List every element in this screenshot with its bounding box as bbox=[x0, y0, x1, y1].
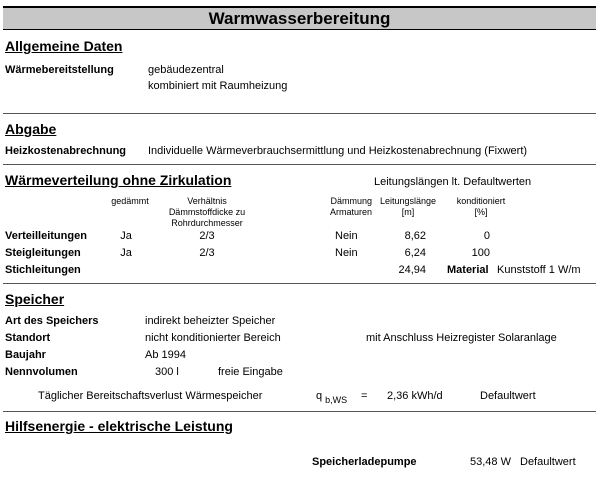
baujahr-value: Ab 1994 bbox=[145, 349, 186, 361]
cell-konditioniert: 100 bbox=[471, 247, 490, 259]
nennvolumen-value: 300 l bbox=[155, 366, 179, 378]
section-heading-verteilung: Wärmeverteilung ohne Zirkulation bbox=[5, 172, 232, 188]
section-heading-hilfsenergie: Hilfsenergie - elektrische Leistung bbox=[5, 418, 233, 434]
row-label-steigleitungen: Steigleitungen bbox=[5, 247, 81, 259]
row-label-stichleitungen: Stichleitungen bbox=[5, 264, 81, 276]
speicherladepumpe-extra: Defaultwert bbox=[520, 456, 576, 468]
waermebereitstellung-label: Wärmebereitstellung bbox=[5, 64, 114, 76]
col-header-leitungslaenge-1: Leitungslänge bbox=[379, 196, 437, 206]
bereitschaftsverlust-label: Täglicher Bereitschaftsverlust Wärmespeicher bbox=[38, 390, 263, 402]
divider bbox=[3, 283, 596, 284]
cell-verhaeltnis: 2/3 bbox=[199, 247, 215, 259]
cell-gedaemmt: Ja bbox=[120, 247, 132, 259]
page-title: Warmwasserbereitung bbox=[3, 6, 596, 30]
cell-daemmung: Nein bbox=[335, 230, 358, 242]
verteilung-note: Leitungslängen lt. Defaultwerten bbox=[374, 176, 532, 188]
cell-gedaemmt: Ja bbox=[120, 230, 132, 242]
col-header-gedaemmt: gedämmt bbox=[111, 196, 149, 206]
cell-verhaeltnis: 2/3 bbox=[199, 230, 215, 242]
bereitschaftsverlust-value: 2,36 kWh/d bbox=[387, 390, 443, 402]
bereitschaftsverlust-symbol: q $_{b,WS}$ bbox=[316, 390, 348, 405]
col-header-leitungslaenge-2: [m] bbox=[401, 207, 415, 217]
speicherladepumpe-label: Speicherladepumpe bbox=[312, 456, 417, 468]
col-header-konditioniert-2: [%] bbox=[474, 207, 488, 217]
nennvolumen-extra: freie Eingabe bbox=[218, 366, 283, 378]
standort-value: nicht konditionierter Bereich bbox=[145, 332, 281, 344]
nennvolumen-label: Nennvolumen bbox=[5, 366, 78, 378]
col-header-konditioniert-1: konditioniert bbox=[456, 196, 506, 206]
divider bbox=[3, 164, 596, 165]
heizkostenabrechnung-value: Individuelle Wärmeverbrauchsermittlung und Heizkostenabrechnung (Fixwert) bbox=[148, 145, 528, 157]
art-des-speichers-label: Art des Speichers bbox=[5, 315, 99, 327]
section-heading-abgabe: Abgabe bbox=[5, 121, 57, 137]
waermebereitstellung-value-1: gebäudezentral bbox=[148, 64, 224, 76]
cell-daemmung: Nein bbox=[335, 247, 358, 259]
baujahr-label: Baujahr bbox=[5, 349, 46, 361]
bereitschaftsverlust-extra: Defaultwert bbox=[480, 390, 536, 402]
cell-konditioniert: 0 bbox=[483, 230, 490, 242]
material-value: Kunststoff 1 W/m bbox=[497, 264, 581, 276]
speicherladepumpe-value: 53,48 W bbox=[470, 456, 511, 468]
col-header-daemmung-2: Armaturen bbox=[329, 207, 372, 217]
section-heading-allgemein: Allgemeine Daten bbox=[5, 38, 123, 54]
bereitschaftsverlust-equals: = bbox=[361, 390, 368, 402]
row-label-verteilleitungen: Verteilleitungen bbox=[5, 230, 87, 242]
col-header-verhaeltnis-1: Verhältnis bbox=[187, 196, 227, 206]
col-header-verhaeltnis-2: Dämmstoffdicke zu bbox=[168, 207, 246, 217]
section-heading-speicher: Speicher bbox=[5, 291, 65, 307]
cell-leitungslaenge: 24,94 bbox=[398, 264, 426, 276]
col-header-daemmung-1: Dämmung bbox=[330, 196, 372, 206]
waermebereitstellung-value-2: kombiniert mit Raumheizung bbox=[148, 80, 288, 92]
cell-leitungslaenge: 8,62 bbox=[404, 230, 426, 242]
col-header-verhaeltnis-3: Rohrdurchmesser bbox=[171, 218, 243, 228]
divider bbox=[3, 113, 596, 114]
art-des-speichers-value: indirekt beheizter Speicher bbox=[145, 315, 276, 327]
material-label: Material bbox=[447, 264, 489, 276]
standort-label: Standort bbox=[5, 332, 51, 344]
heizkostenabrechnung-label: Heizkostenabrechnung bbox=[5, 145, 127, 157]
cell-leitungslaenge: 6,24 bbox=[404, 247, 426, 259]
divider bbox=[3, 411, 596, 412]
standort-extra: mit Anschluss Heizregister Solaranlage bbox=[366, 332, 557, 344]
